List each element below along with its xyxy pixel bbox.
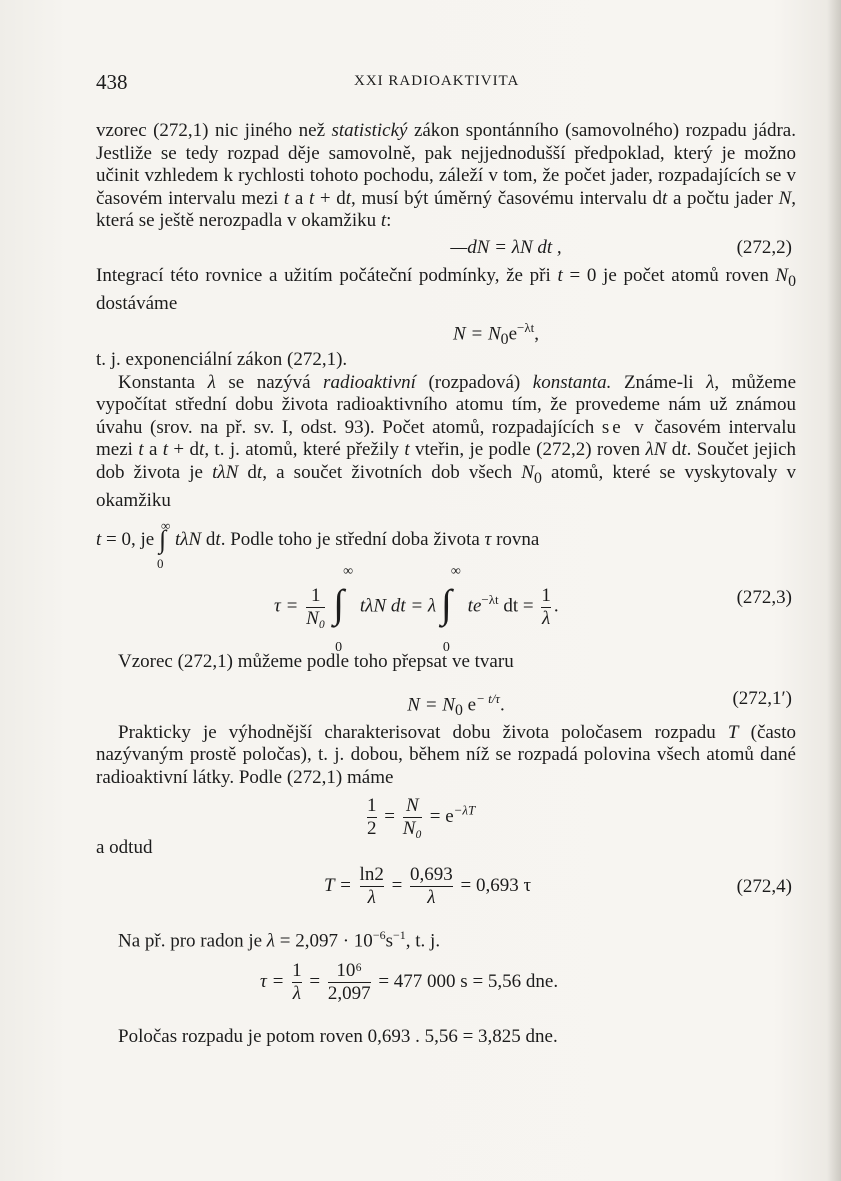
fraction: $\frac{N}{\text{N₀}}$ <box>402 795 422 840</box>
equation-272-2: —dN = λN dt , (272,2) <box>450 236 792 258</box>
paragraph-4: Konstanta λ se nazývá radioaktivní (rozpadová) konstanta. Známe-li λ, můžeme vypočítat střední dobu života radioaktivního atomu tím, že provedeme nám už známou úvahu (srov. na př. sv. I, odst. 93). Počet atomů, rozpadajících se v časovém intervalu mezi t a t + dt, t. j. atomů, které přežily t vteřin, je podle (272,2) roven λN dt. Součet jejich dob života je tλN dt, a součet životních dob všech $N_0$ atomů, které se vyskytovaly v okamžiku <box>96 371 797 512</box>
fraction: $\frac{1}{\text{N₀}}$ <box>306 584 326 629</box>
fraction: $\frac{\ln 2}{\lambda}$ <box>359 863 384 908</box>
paragraph-9: Na př. pro radon je $\lambda = 2,097 \cdot 10^{-6}s^{-1}$, t. j. <box>118 927 441 951</box>
inline-integral: ∫ ∞ 0 <box>156 517 171 571</box>
paragraph-3: t. j. exponenciální zákon (272,1). <box>96 349 348 371</box>
paragraph-10: Poločas rozpadu je potom roven 0,693 . 5,56 = 3,825 dne. <box>118 1026 558 1048</box>
paragraph-2: Integrací této rovnice a užitím počáteční podmínky, že při t = 0 je počet atomů roven $N_0$ dostáváme <box>96 264 797 314</box>
paragraph-8: a odtud <box>96 837 153 859</box>
equation-number: (272,1′) <box>732 687 792 709</box>
fraction: $\frac{0,693}{\lambda}$ <box>410 863 453 908</box>
equation-half-life-ratio: $\frac{1}{2}$ = $\frac{N}{\text{N₀}}$ = $e^{-\lambda T}$ <box>367 795 476 840</box>
paragraph-6: Vzorec (272,1) můžeme podle toho přepsat ve tvaru <box>118 651 514 673</box>
fraction: $\frac{\text{10⁶}}{2,097}$ <box>327 960 371 1005</box>
fraction: $\frac{1}{2}$ <box>367 795 377 840</box>
paragraph-1: vzorec (272,1) nic jiného než statistický zákon spontánního (samovolného) rozpadu jádra. Jestliže se tedy rozpad děje samovolně, pak nejjednodušší předpoklad, který je možno učinit vzhledem k rychlosti tohoto pochodu, záleží v tom, že počet jader, rozpadajících se v časovém intervalu mezi t a t + dt, musí být úměrný časovému intervalu dt a počtu jader N, která se ještě nerozpadla v okamžiku t: <box>96 120 796 231</box>
fraction: $\frac{1}{\lambda}$ <box>541 584 551 629</box>
paragraph-7: Prakticky je výhodnější charakterisovat dobu života poločasem rozpadu T (často nazývaným prostě poločas), t. j. dobou, během níž se rozpadá polovina všech atomů dané radioaktivní látky. Podle (272,1) máme <box>96 721 796 788</box>
paragraph-5: t = 0, je ∫ ∞ 0 tλN dt. Podle toho je střední doba života τ rovna <box>96 517 540 571</box>
equation-number: (272,3) <box>736 587 792 609</box>
equation-number: (272,4) <box>736 875 792 897</box>
equation-272-1-prime: $N = N_0$ $e^{- t/\tau}$. (272,1′) <box>407 687 792 719</box>
page-body <box>96 120 796 1049</box>
chapter-title: XXI RADIOAKTIVITA <box>354 73 520 89</box>
running-header <box>96 70 796 94</box>
equation-radon-lifetime: τ = $\frac{1}{\lambda}$ = $\frac{\text{10⁶}}{2,097}$ = 477 000 s = 5,56 dne. <box>260 960 559 1005</box>
integral-sign: ∫ ∞ 0 <box>440 564 461 656</box>
equation-272-4: T = $\frac{\ln 2}{\lambda}$ = $\frac{0,693}{\lambda}$ = 0,693 τ (272,4) <box>324 863 792 908</box>
integral-sign: ∫ ∞ 0 <box>333 564 354 656</box>
fraction: $\frac{1}{\lambda}$ <box>292 960 302 1005</box>
page-edge-shadow <box>827 0 841 1181</box>
equation-exponential-law: $N = N_0e^{-\lambda t}$, <box>452 320 540 349</box>
page-number: 438 <box>96 70 128 94</box>
equation-number: (272,2) <box>736 236 792 258</box>
equation-272-3: τ = $\frac{1}{\text{N₀}}$ ∫ ∞ 0 tλN dt = λ ∫ ∞ 0 $te^{-\lambda t}$ dt = $\frac{1}{\lambda}$ . (272,3) <box>274 564 792 656</box>
